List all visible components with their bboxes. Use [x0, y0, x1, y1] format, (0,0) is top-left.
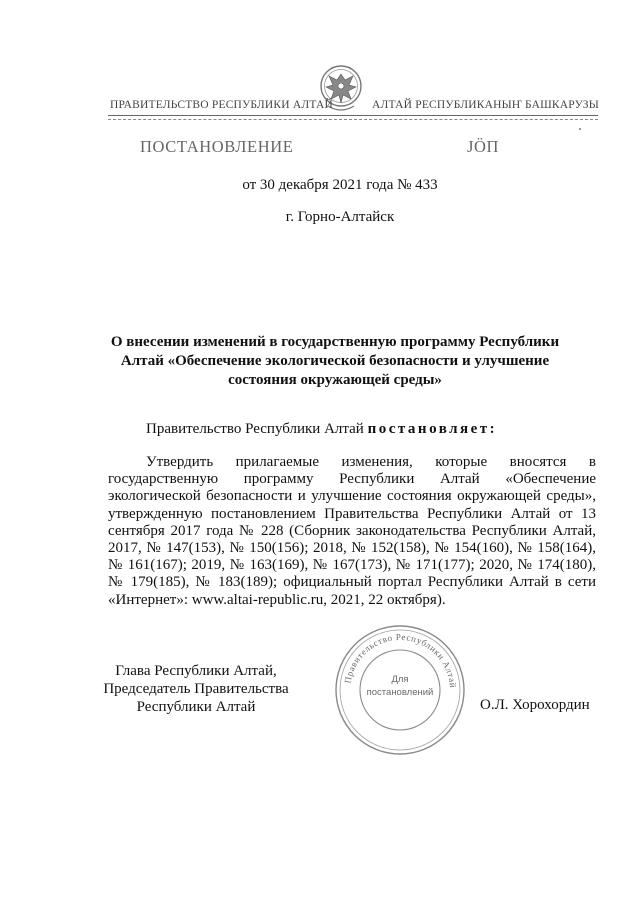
stamp-inner-line2: постановлений — [366, 687, 434, 698]
signatory-name: О.Л. Хорохордин — [480, 697, 590, 713]
scan-mark — [579, 128, 581, 130]
document-body: Утвердить прилагаемые изменения, которые вносятся в государственную программу Республики Алтай «Обеспечение экологической безопасности и улучшение состояния окружающей среды», утвержденную постановлением Правительства Республики Алтай от 13 сентября 2017 года № 228 (Сборник законодательства Республики Алтай, 2017, № 147(153), № 150(156); 2018, № 152(158), № 154(160), № 158(164), № 161(167); 2019, № 163(169), № 167(173), № 171(177); 2020, № 174(180), № 179(185), № 183(189); официальный портал Республики Алтай в сети «Интернет»: www.altai-republic.ru, 2021, 22 октября). — [108, 454, 596, 608]
document-city: г. Горно-Алтайск — [285, 209, 395, 225]
stamp-inner-line1: Для — [391, 674, 409, 685]
signatory-position-line1: Глава Республики Алтай, — [115, 663, 277, 679]
enacting-subject: Правительство Республики Алтай — [146, 421, 368, 437]
header-rule-secondary — [108, 119, 598, 120]
header-rule — [108, 115, 598, 116]
government-name-altai: АЛТАЙ РЕСПУБЛИКАНЫҤ БАШКАРУЗЫ — [372, 99, 599, 111]
signatory-position-line2: Председатель Правительства — [103, 681, 289, 697]
signatory-position-line3: Республики Алтай — [136, 699, 256, 715]
enacting-clause — [146, 421, 497, 438]
document-type-altai: ЈӦП — [467, 137, 500, 156]
document-title: О внесении изменений в государственную программу Республики Алтай «Обеспечение экологической безопасности и улучшение состояния окружающей среды» — [110, 334, 560, 388]
signatory-position — [80, 662, 312, 716]
official-stamp — [331, 622, 469, 758]
document-type-russian: ПОСТАНОВЛЕНИЕ — [140, 137, 294, 156]
enacting-verb: постановляет: — [367, 421, 498, 437]
government-name-russian: ПРАВИТЕЛЬСТВО РЕСПУБЛИКИ АЛТАЙ — [110, 99, 334, 111]
document-date-number: от 30 декабря 2021 года № 433 — [242, 177, 438, 193]
stamp-outer-text: Правительство Республики Алтай — [342, 631, 459, 689]
